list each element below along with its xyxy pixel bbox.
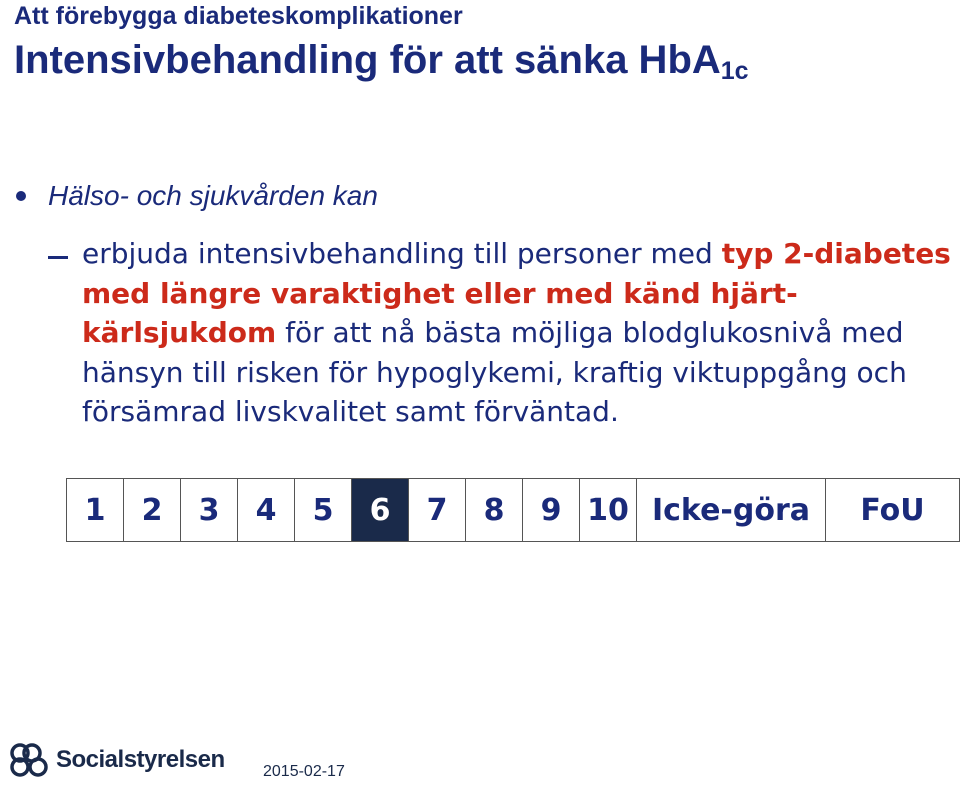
priority-cell-9: 9: [523, 479, 580, 542]
priority-cell-6: 6: [352, 479, 409, 542]
priority-cell-2: 2: [124, 479, 181, 542]
body-text-part2: för att nå bästa möjliga blodglukosnivå med hänsyn till risken för hypoglykemi, kraftig viktuppgång och försämrad livskvalitet samt förväntad.: [82, 316, 907, 428]
slide-date: 2015-02-17: [263, 763, 345, 780]
bullet-text: Hälso- och sjukvården kan: [48, 180, 378, 211]
logo-text: Socialstyrelsen: [56, 746, 225, 773]
slide-title: [14, 38, 749, 86]
priority-cell-7: 7: [409, 479, 466, 542]
priority-cell-1: 1: [67, 479, 124, 542]
logo-emblem-icon: [8, 742, 52, 778]
priority-cell-3: 3: [181, 479, 238, 542]
priority-cell-icke-göra: Icke-göra: [637, 479, 826, 542]
bullet-icon: [16, 191, 26, 201]
dash-icon: [48, 256, 68, 259]
title-subscript: 1c: [720, 57, 749, 85]
priority-cell-5: 5: [295, 479, 352, 542]
bullet-item: [14, 180, 378, 212]
priority-cell-10: 10: [580, 479, 637, 542]
socialstyrelsen-logo: [8, 742, 225, 778]
priority-cell-fou: FoU: [826, 479, 960, 542]
slide-subtitle: Att förebygga diabeteskomplikationer: [14, 2, 463, 30]
title-main: Intensivbehandling för att sänka HbA: [14, 38, 721, 82]
body-text-part1: erbjuda intensivbehandling till personer med: [82, 237, 722, 270]
priority-cell-8: 8: [466, 479, 523, 542]
priority-cell-4: 4: [238, 479, 295, 542]
body-emphasis: typ 2-diabetes med längre varaktighet eller med känd hjärt-kärlsjukdom: [82, 237, 951, 349]
priority-scale: [66, 478, 960, 542]
body-paragraph: [82, 234, 952, 432]
